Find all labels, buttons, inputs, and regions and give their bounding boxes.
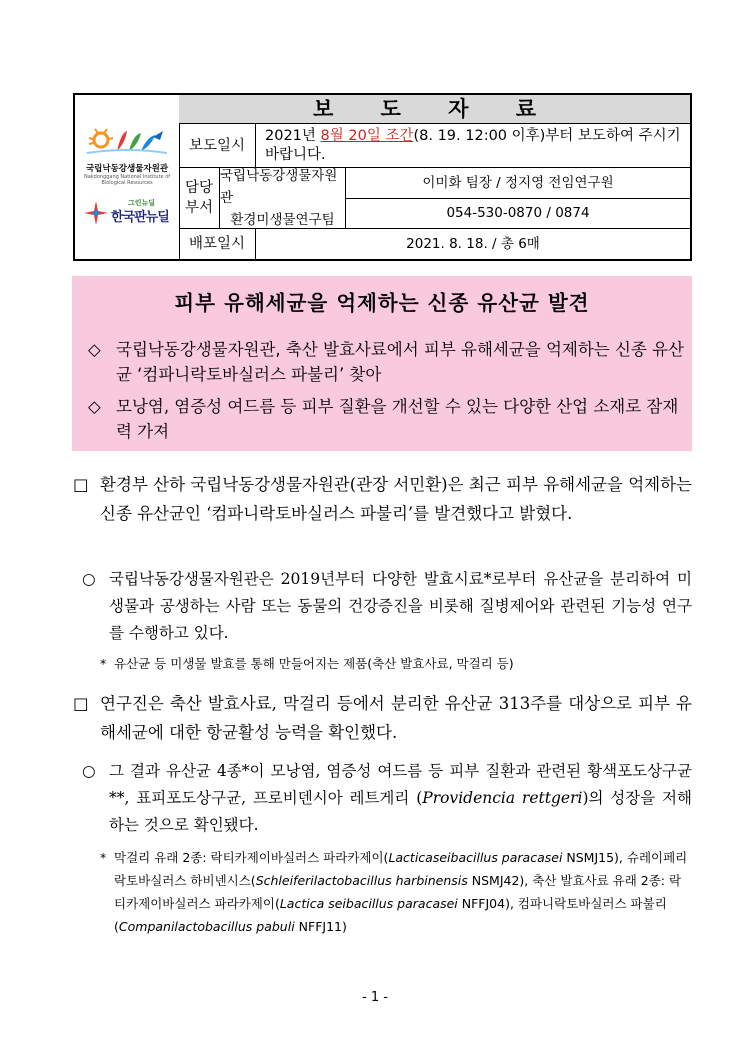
species-name: Lacticaseibacillus paracasei bbox=[388, 850, 563, 865]
footnote-part: NSMJ15), 슈레이페리락토바실러스 하비넨시스( bbox=[114, 850, 688, 888]
results-text-b: )의 성장을 저해하는 것으로 확인됐다. bbox=[109, 789, 692, 834]
footnote bbox=[100, 846, 692, 938]
headline: 피부 유해세균을 억제하는 신종 유산균 발견 bbox=[174, 291, 590, 315]
release-date-prefix: 2021년 bbox=[265, 128, 321, 144]
summary-bullet bbox=[88, 337, 684, 387]
distribution-label: 배포일시 bbox=[179, 229, 256, 259]
institute-logo-icon bbox=[83, 123, 171, 157]
diamond-icon: ◇ bbox=[88, 397, 101, 416]
department-team: 환경미생물연구팀 bbox=[230, 212, 335, 228]
sub-paragraph bbox=[82, 758, 692, 839]
species-name: Companilactobacillus pabuli bbox=[118, 919, 295, 934]
asterisk-icon: * bbox=[100, 656, 107, 671]
sub-paragraph bbox=[82, 566, 692, 647]
press-header-table bbox=[73, 93, 692, 261]
page-number: - 1 - bbox=[362, 990, 388, 1005]
footnote-part: NFFJ04), 컴파니락토바실러스 파불리( bbox=[114, 896, 667, 934]
footnote-part: 막걸리 유래 2종: 락티카제이바실러스 파라카제이( bbox=[114, 850, 389, 865]
sub-paragraph-text: 국립낙동강생물자원관은 2019년부터 다양한 발효시료*로부터 유산균을 분리하여 미생물과 공생하는 사람 또는 동물의 건강증진을 비롯해 질병제어와 관련된 기능성 연구를 수행하고 있다. bbox=[109, 570, 692, 642]
species-name: Lactica seibacillus paracasei bbox=[279, 896, 458, 911]
release-date-label: 보도일시 bbox=[179, 124, 256, 167]
paragraph-text: 연구진은 축산 발효사료, 막걸리 등에서 분리한 유산균 313주를 대상으로 피부 유해세균에 대한 항균활성 능력을 확인했다. bbox=[100, 694, 692, 742]
footnote-part: NFFJ11) bbox=[294, 919, 347, 934]
korean-new-deal-logo bbox=[83, 198, 173, 226]
species-name: Schleiferilactobacillus harbinensis bbox=[255, 873, 468, 888]
body-paragraph bbox=[73, 689, 692, 747]
circle-bullet-icon: ○ bbox=[82, 762, 96, 780]
distribution-row bbox=[179, 229, 690, 259]
summary-bullet-text: 국립낙동강생물자원관, 축산 발효사료에서 피부 유해세균을 억제하는 신종 유산균 ‘컴파니락토바실러스 파불리’ 찾아 bbox=[116, 340, 684, 384]
institute-logo bbox=[83, 123, 171, 186]
footnote-part: NSMJ42), 축산 발효사료 유래 2종: 락티카제이바실러스 파라카제이( bbox=[114, 873, 682, 911]
release-date-row bbox=[179, 124, 690, 168]
institute-logo-text: 국립낙동강생물자원관 bbox=[85, 164, 169, 174]
release-date-highlight: 8월 20일 조간 bbox=[320, 128, 414, 144]
department-institute: 국립낙동강생물자원관 bbox=[220, 168, 338, 206]
summary-bullet-text: 모낭염, 염증성 여드름 등 피부 질환을 개선할 수 있는 다양한 산업 소재로 잠재력 가져 bbox=[116, 397, 679, 441]
new-deal-label: 한국판뉴딜 bbox=[111, 210, 169, 225]
footnote-text: 유산균 등 미생물 발효를 통해 만들어지는 제품(축산 발효사료, 막걸리 등) bbox=[114, 656, 514, 671]
press-release-title: 보 도 자 료 bbox=[179, 95, 690, 124]
distribution-value: 2021. 8. 18. / 총 6매 bbox=[406, 236, 540, 252]
footnote bbox=[100, 652, 692, 675]
species-name: Providencia rettgeri bbox=[422, 789, 583, 807]
summary-bullet bbox=[88, 394, 684, 444]
sub-paragraph-text bbox=[109, 758, 692, 839]
paragraph-text: 환경부 산하 국립낙동강생물자원관(관장 서민환)은 최근 피부 유해세균을 억제하는 신종 유산균인 ‘컴파니락토바실러스 파불리’를 발견했다고 밝혔다. bbox=[100, 475, 692, 523]
square-bullet-icon: □ bbox=[73, 475, 89, 494]
new-deal-star-icon bbox=[83, 200, 109, 226]
results-text-a: 그 결과 유산균 4종*이 모낭염, 염증성 여드름 등 피부 질환과 관련된 황색포도상구균**, 표피포도상구균, 프로비덴시아 레트게리 ( bbox=[109, 762, 692, 807]
asterisk-icon: * bbox=[100, 850, 107, 865]
contact-names: 이미화 팀장 / 정지영 전임연구원 bbox=[346, 168, 690, 199]
release-date-value bbox=[265, 127, 684, 165]
institute-logo-subtext: Nakdonggang National Institute of Biological Resources bbox=[83, 174, 171, 186]
contact-phone: 054-530-0870 / 0874 bbox=[446, 205, 590, 221]
release-date-suffix: (8. 19. 12:00 이후)부터 보도하여 주시기 바랍니다. bbox=[265, 128, 681, 163]
department-label: 담당 부서 bbox=[179, 168, 220, 228]
body-paragraph bbox=[73, 470, 692, 528]
green-new-deal-label: 그린뉴딜 bbox=[128, 199, 156, 207]
diamond-icon: ◇ bbox=[88, 340, 101, 359]
square-bullet-icon: □ bbox=[73, 694, 89, 713]
department-name bbox=[220, 168, 346, 228]
circle-bullet-icon: ○ bbox=[82, 570, 96, 588]
footnote-text bbox=[114, 846, 692, 938]
summary-box bbox=[72, 276, 692, 451]
logo-cell bbox=[75, 95, 180, 259]
department-row bbox=[179, 168, 690, 229]
